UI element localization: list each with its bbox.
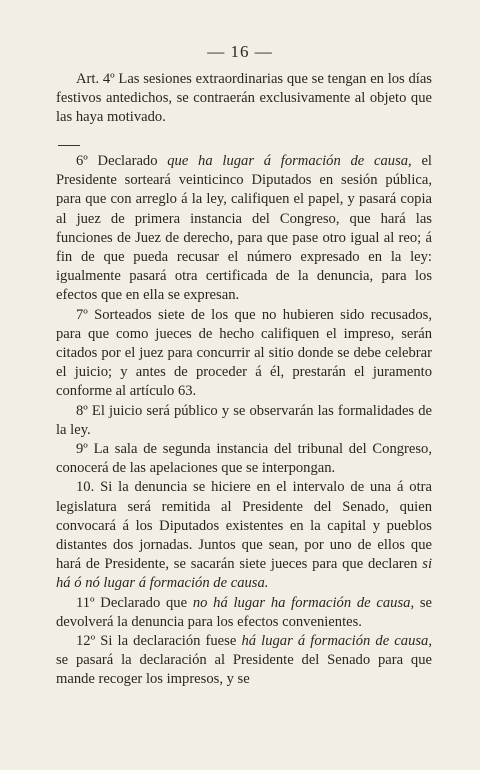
section-8-paragraph: 8º El juicio será público y se observarán las formalidades de la ley. <box>56 402 432 438</box>
section-11-italic: no há lugar ha formación de causa, <box>192 594 415 611</box>
section-10-pre: 10. Si la denuncia se hiciere en el intervalo de una á otra legislatura será remitida al Presidente del Senado, quien convocará á los Diputados existentes en la capital y pueblos distantes dos jornadas. Juntos que sean, por uno de ellos que hará de Presidente, se sacarán siete jueces para que declaren <box>56 479 432 573</box>
section-9-paragraph: 9º La sala de segunda instancia del tribunal del Congreso, conocerá de las apelaciones que se interpongan. <box>56 441 432 477</box>
section-7-paragraph: 7º Sorteados siete de los que no hubieren sido recusados, para que como jueces de hecho califiquen el impreso, serán citados por el juez para concurrir al sitio donde se debe celebrar el juicio; y antes de proceder á él, prestarán el juramento conforme al artículo 63. <box>56 306 432 400</box>
section-6-pre: 6º Declarado <box>76 153 168 169</box>
articles-body <box>56 152 432 690</box>
section-divider <box>58 145 80 146</box>
page-number: — 16 — <box>207 42 273 61</box>
section-11-pre: 11º Declarado que <box>76 594 193 611</box>
article-4-paragraph: Art. 4º Las sesiones extraordinarias que se tengan en los días festivos antedichos, se contraerán exclusivamente al objeto que las haya motivado. <box>56 71 432 126</box>
section-12-pre: 12º Si la declaración fuese <box>76 633 242 650</box>
section-6-italic: que ha lugar á formación de causa, <box>167 153 412 169</box>
section-10-paragraph <box>56 478 432 593</box>
section-11-post: se devolverá la denuncia para los efectos convenientes. <box>56 594 432 630</box>
section-11-paragraph <box>56 594 432 632</box>
section-6-paragraph <box>56 152 432 306</box>
section-6-post: el Presidente sorteará veinticinco Diputados en sesión pública, para que con arreglo á la ley, califiquen el papel, y pasará copia al juez de primera instancia del Congreso, que hará las funciones de Juez de derecho, para que pase otro igual al reo; á fin de que pueda recusar el número expresado en la ley: igualmente pasará otra certificada de la denuncia, para los efectos que en ella se expresan. <box>56 153 432 304</box>
section-12-post: se pasará la declaración al Presidente del Senado para que mande recoger los impresos, y se <box>56 652 432 688</box>
article-4-block <box>56 70 432 128</box>
section-12-paragraph <box>56 632 432 690</box>
section-10-italic: si há ó nó lugar á formación de causa. <box>56 556 432 592</box>
section-12-italic: há lugar á formación de causa, <box>241 633 432 650</box>
